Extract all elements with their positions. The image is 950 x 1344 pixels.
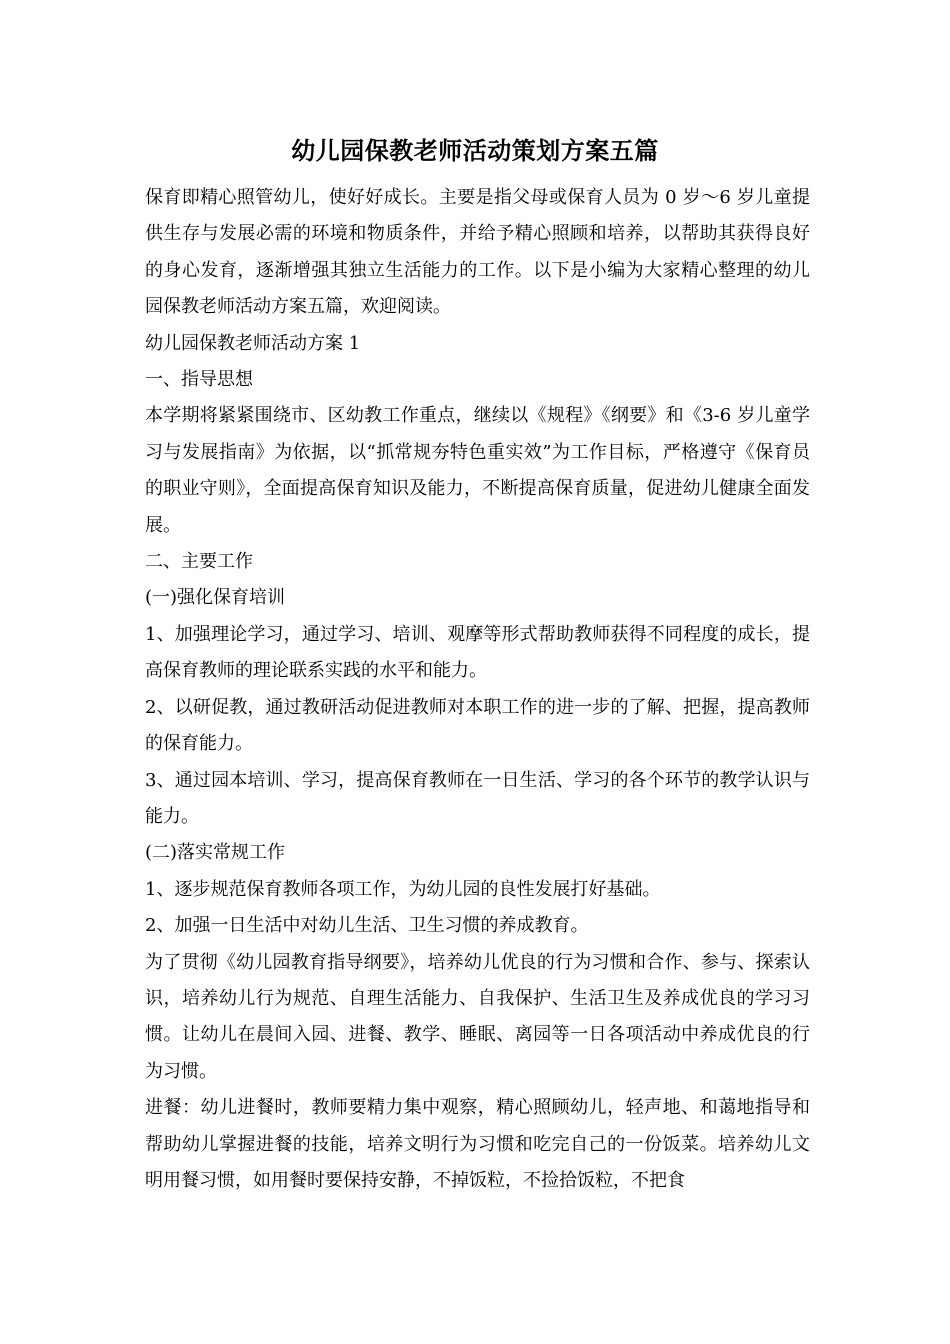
habits-paragraph: 为了贯彻《幼儿园教育指导纲要》，培养幼儿优良的行为习惯和合作、参与、探索认识，培养幼儿行为规范、自理生活能力、自我保护、生活卫生及养成优良的学习习惯。让幼儿在晨间入园、进餐、教学、睡眠、离园等一日各项活动中养成优良的行为习惯。 — [145, 951, 810, 1082]
subsection-heading-routine: (二)落实常规工作 — [145, 842, 286, 864]
subsection-heading-training: (一)强化保育培训 — [145, 587, 286, 609]
section-heading-main-work: 二、主要工作 — [145, 551, 253, 573]
routine-item-2: 2、加强一日生活中对幼儿生活、卫生习惯的养成教育。 — [145, 915, 589, 937]
guiding-ideology-paragraph: 本学期将紧紧围绕市、区幼教工作重点，继续以《规程》《纲要》和《3-6 岁儿童学习与发展指南》为依据，以“抓常规夯特色重实效”为工作目标，严格遵守《保育员的职业守则》，全面提高保育知识及能力，不断提高保育质量，促进幼儿健康全面发展。 — [145, 405, 810, 536]
training-item-1: 1、加强理论学习，通过学习、培训、观摩等形式帮助教师获得不同程度的成长，提高保育教师的理论联系实践的水平和能力。 — [145, 623, 810, 682]
document-body — [145, 180, 810, 1199]
plan-heading: 幼儿园保教老师活动方案 1 — [145, 332, 361, 354]
routine-item-1: 1、逐步规范保育教师各项工作，为幼儿园的良性发展打好基础。 — [145, 878, 661, 900]
training-item-2: 2、以研促教，通过教研活动促进教师对本职工作的进一步的了解、把握，提高教师的保育能力。 — [145, 696, 810, 755]
training-item-3: 3、通过园本培训、学习，提高保育教师在一日生活、学习的各个环节的教学认识与能力。 — [145, 769, 810, 827]
intro-paragraph: 保育即精心照管幼儿，使好好成长。主要是指父母或保育人员为 0 岁～6 岁儿童提供生存与发展必需的环境和物质条件，并给予精心照顾和培养，以帮助其获得良好的身心发育，逐渐增强其独立生活能力的工作。以下是小编为大家精心整理的幼儿园保教老师活动方案五篇，欢迎阅读。 — [145, 187, 810, 318]
section-heading-guiding-ideology: 一、指导思想 — [145, 369, 253, 391]
meals-paragraph: 进餐：幼儿进餐时，教师要精力集中观察，精心照顾幼儿，轻声地、和蔼地指导和帮助幼儿掌握进餐的技能，培养文明行为习惯和吃完自己的一份饭菜。培养幼儿文明用餐习惯，如用餐时要保持安静，不掉饭粒，不捡拾饭粒，不把食 — [145, 1097, 810, 1191]
document-title: 幼儿园保教老师活动策划方案五篇 — [291, 136, 659, 165]
